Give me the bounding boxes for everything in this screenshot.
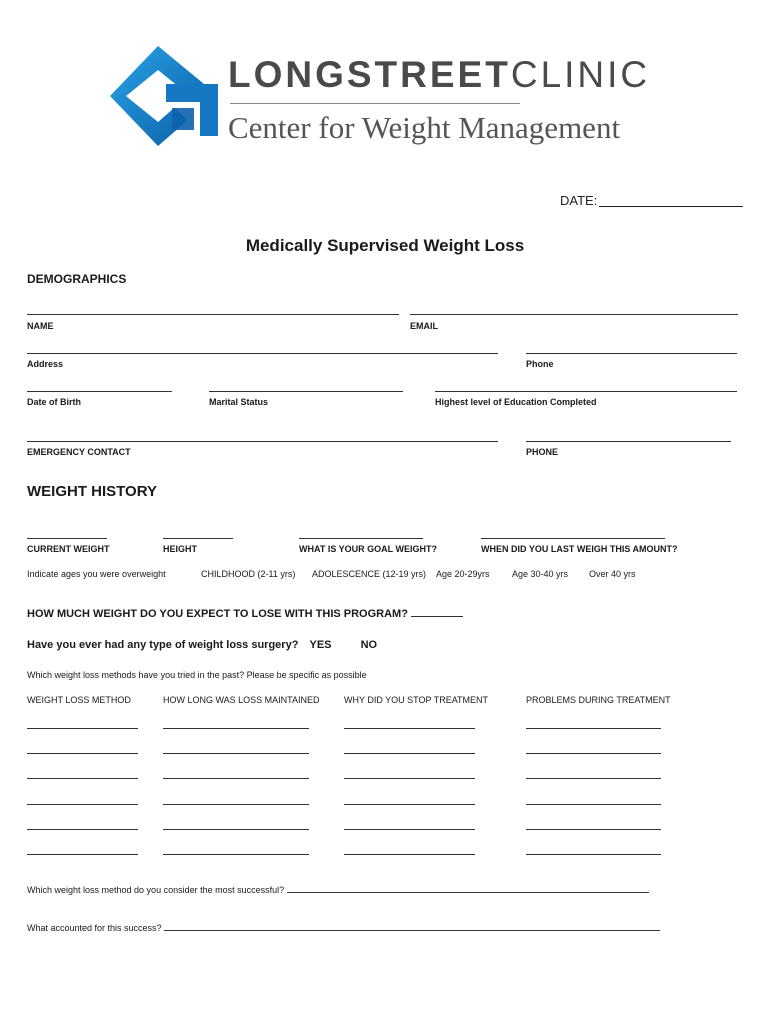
- emergency-contact-label: EMERGENCY CONTACT: [27, 447, 131, 457]
- row-5-problems-field[interactable]: [526, 829, 661, 830]
- row-4-method-field[interactable]: [27, 804, 138, 805]
- phone-field[interactable]: [526, 353, 737, 354]
- row-4-maintained-field[interactable]: [163, 804, 309, 805]
- last-weigh-field[interactable]: [481, 538, 665, 539]
- row-5-maintained-field[interactable]: [163, 829, 309, 830]
- row-1-maintained-field[interactable]: [163, 728, 309, 729]
- row-5-why-stop-field[interactable]: [344, 829, 475, 830]
- row-6-why-stop-field[interactable]: [344, 854, 475, 855]
- dob-label: Date of Birth: [27, 397, 81, 407]
- row-5-method-field[interactable]: [27, 829, 138, 830]
- surgery-no-option[interactable]: NO: [360, 639, 378, 651]
- page-title: Medically Supervised Weight Loss: [245, 236, 525, 255]
- row-2-method-field[interactable]: [27, 753, 138, 754]
- accounted-answer-field[interactable]: [164, 930, 660, 931]
- emergency-contact-field[interactable]: [27, 441, 498, 442]
- success-question-text: Which weight loss method do you consider the most successful?: [27, 885, 285, 895]
- row-1-why-stop-field[interactable]: [344, 728, 475, 729]
- emergency-phone-field[interactable]: [526, 441, 731, 442]
- row-3-why-stop-field[interactable]: [344, 778, 475, 779]
- methods-prompt: Which weight loss methods have you tried in the past? Please be specific as possible: [27, 670, 367, 680]
- accounted-question: [27, 923, 660, 933]
- age-option-30-40[interactable]: Age 30-40 yrs: [512, 569, 569, 579]
- date-label: DATE:: [560, 193, 598, 208]
- height-label: HEIGHT: [163, 544, 198, 554]
- last-weigh-label: WHEN DID YOU LAST WEIGH THIS AMOUNT?: [481, 544, 678, 554]
- expect-question: [27, 608, 463, 620]
- row-2-maintained-field[interactable]: [163, 753, 309, 754]
- row-6-maintained-field[interactable]: [163, 854, 309, 855]
- phone-label: Phone: [526, 359, 554, 369]
- education-field[interactable]: [435, 391, 737, 392]
- address-label: Address: [27, 359, 64, 369]
- address-field[interactable]: [27, 353, 498, 354]
- brand-divider: [230, 103, 520, 104]
- emergency-phone-label: PHONE: [526, 447, 559, 457]
- expect-question-text: HOW MUCH WEIGHT DO YOU EXPECT TO LOSE WITH THIS PROGRAM?: [27, 608, 408, 620]
- height-field[interactable]: [163, 538, 233, 539]
- expect-answer-field[interactable]: [411, 616, 463, 617]
- name-label: NAME: [27, 321, 54, 331]
- email-label: EMAIL: [410, 321, 438, 331]
- goal-weight-field[interactable]: [299, 538, 423, 539]
- column-header-problems: PROBLEMS DURING TREATMENT: [526, 695, 671, 705]
- age-option-20-29[interactable]: Age 20-29yrs: [436, 569, 490, 579]
- row-4-problems-field[interactable]: [526, 804, 661, 805]
- goal-weight-label: WHAT IS YOUR GOAL WEIGHT?: [299, 544, 437, 554]
- success-answer-field[interactable]: [287, 892, 649, 893]
- row-1-problems-field[interactable]: [526, 728, 661, 729]
- success-question: [27, 885, 649, 895]
- column-header-why-stop: WHY DID YOU STOP TREATMENT: [344, 695, 489, 705]
- date-field[interactable]: [599, 206, 743, 207]
- clinic-logo-icon: [108, 44, 220, 150]
- surgery-question: [27, 639, 377, 651]
- age-option-adolescence[interactable]: ADOLESCENCE (12-19 yrs): [312, 569, 427, 579]
- name-field[interactable]: [27, 314, 399, 315]
- brand-name: LONGSTREETCLINIC: [228, 54, 651, 95]
- row-6-problems-field[interactable]: [526, 854, 661, 855]
- email-field[interactable]: [410, 314, 738, 315]
- row-3-problems-field[interactable]: [526, 778, 661, 779]
- row-2-problems-field[interactable]: [526, 753, 661, 754]
- marital-label: Marital Status: [209, 397, 269, 407]
- column-header-method: WEIGHT LOSS METHOD: [27, 695, 131, 705]
- education-label: Highest level of Education Completed: [435, 397, 597, 407]
- surgery-yes-option[interactable]: YES: [309, 639, 332, 651]
- column-header-maintained: HOW LONG WAS LOSS MAINTAINED: [163, 695, 320, 705]
- row-2-why-stop-field[interactable]: [344, 753, 475, 754]
- current-weight-label: CURRENT WEIGHT: [27, 544, 110, 554]
- demographics-heading: DEMOGRAPHICS: [27, 272, 127, 286]
- dob-field[interactable]: [27, 391, 172, 392]
- brand-subtitle: Center for Weight Management: [228, 110, 621, 145]
- marital-field[interactable]: [209, 391, 403, 392]
- surgery-question-text: Have you ever had any type of weight loss surgery?: [27, 639, 299, 651]
- row-4-why-stop-field[interactable]: [344, 804, 475, 805]
- row-6-method-field[interactable]: [27, 854, 138, 855]
- age-option-childhood[interactable]: CHILDHOOD (2-11 yrs): [201, 569, 296, 579]
- current-weight-field[interactable]: [27, 538, 107, 539]
- row-3-maintained-field[interactable]: [163, 778, 309, 779]
- weight-history-heading: WEIGHT HISTORY: [27, 483, 158, 500]
- ages-prompt: Indicate ages you were overweight: [27, 569, 166, 579]
- accounted-question-text: What accounted for this success?: [27, 923, 162, 933]
- row-1-method-field[interactable]: [27, 728, 138, 729]
- age-option-over-40[interactable]: Over 40 yrs: [589, 569, 636, 579]
- row-3-method-field[interactable]: [27, 778, 138, 779]
